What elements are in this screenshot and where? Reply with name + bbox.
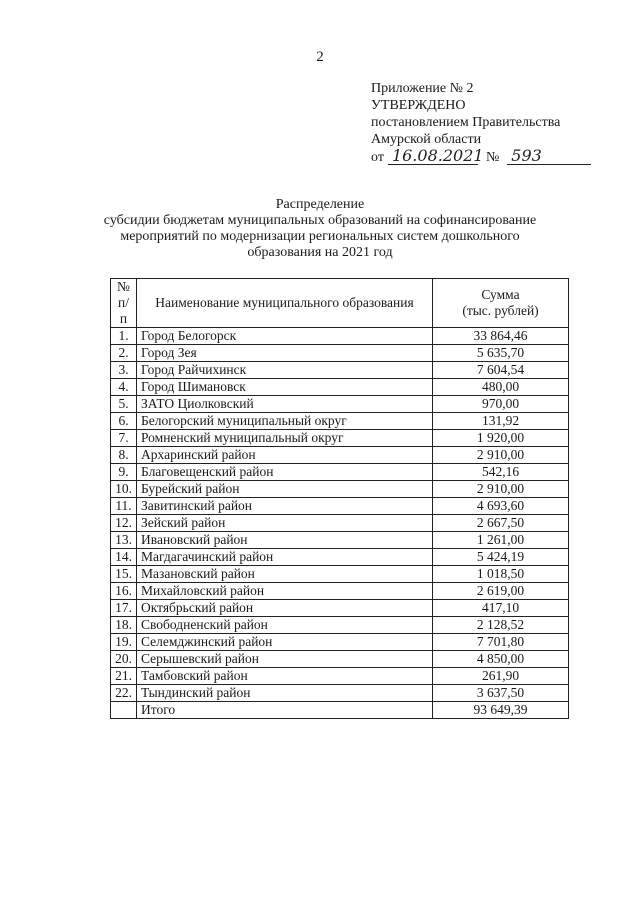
table-row (111, 464, 569, 481)
row-number: 17. (111, 600, 137, 617)
row-number: 10. (111, 481, 137, 498)
handwritten-number: 593 (507, 148, 591, 165)
table-row (111, 668, 569, 685)
row-name: Завитинский район (137, 498, 433, 515)
header-sum-unit: (тыс. рублей) (462, 303, 539, 318)
row-sum: 970,00 (433, 396, 569, 413)
row-name: Ромненский муниципальный округ (137, 430, 433, 447)
table-row (111, 430, 569, 447)
table-row (111, 362, 569, 379)
row-number: 21. (111, 668, 137, 685)
row-sum: 480,00 (433, 379, 569, 396)
row-sum: 2 667,50 (433, 515, 569, 532)
total-row (111, 702, 569, 719)
row-name: Зейский район (137, 515, 433, 532)
row-name: Селемджинский район (137, 634, 433, 651)
table-row (111, 447, 569, 464)
row-sum: 3 637,50 (433, 685, 569, 702)
page-number: 2 (316, 49, 324, 65)
row-name: Михайловский район (137, 583, 433, 600)
title-line-1: Распределение (275, 197, 365, 212)
row-number: 19. (111, 634, 137, 651)
table-row (111, 481, 569, 498)
row-number: 13. (111, 532, 137, 549)
total-sum: 93 649,39 (433, 702, 569, 719)
row-name: Серышевский район (137, 651, 433, 668)
table-row (111, 396, 569, 413)
row-number: 12. (111, 515, 137, 532)
row-sum: 4 693,60 (433, 498, 569, 515)
header-number (111, 279, 137, 328)
header-name: Наименование муниципального образования (137, 279, 433, 328)
header-sum-title: Сумма (481, 287, 520, 302)
total-label: Итого (137, 702, 433, 719)
row-sum: 33 864,46 (433, 328, 569, 345)
row-sum: 7 604,54 (433, 362, 569, 379)
resolution-label: постановлением Правительства (371, 115, 561, 130)
row-sum: 7 701,80 (433, 634, 569, 651)
row-sum: 1 920,00 (433, 430, 569, 447)
table-row (111, 617, 569, 634)
total-number-cell (111, 702, 137, 719)
approved-label: УТВЕРЖДЕНО (371, 98, 466, 113)
row-name: ЗАТО Циолковский (137, 396, 433, 413)
row-number: 4. (111, 379, 137, 396)
row-name: Магдагачинский район (137, 549, 433, 566)
row-name: Город Шимановск (137, 379, 433, 396)
resolution-date-line (371, 148, 591, 166)
number-label: № (485, 150, 500, 165)
row-number: 5. (111, 396, 137, 413)
table-header-row (111, 279, 569, 328)
row-sum: 131,92 (433, 413, 569, 430)
table-row (111, 583, 569, 600)
approval-block (371, 80, 591, 166)
title-line-3: мероприятий по модернизации региональных систем дошкольного (120, 229, 520, 244)
row-number: 15. (111, 566, 137, 583)
row-number: 3. (111, 362, 137, 379)
row-name: Октябрьский район (137, 600, 433, 617)
table-row (111, 379, 569, 396)
row-name: Мазановский район (137, 566, 433, 583)
title-line-4: образования на 2021 год (247, 245, 393, 260)
row-sum: 1 018,50 (433, 566, 569, 583)
row-name: Город Белогорск (137, 328, 433, 345)
row-number: 16. (111, 583, 137, 600)
row-number: 7. (111, 430, 137, 447)
table-row (111, 685, 569, 702)
table-row (111, 600, 569, 617)
title-line-2: субсидии бюджетам муниципальных образований на софинансирование (103, 213, 537, 228)
row-number: 1. (111, 328, 137, 345)
table-row (111, 328, 569, 345)
table-row (111, 651, 569, 668)
row-sum: 1 261,00 (433, 532, 569, 549)
row-number: 22. (111, 685, 137, 702)
row-name: Город Зея (137, 345, 433, 362)
row-number: 2. (111, 345, 137, 362)
row-sum: 542,16 (433, 464, 569, 481)
row-number: 20. (111, 651, 137, 668)
row-name: Город Райчихинск (137, 362, 433, 379)
table-row (111, 634, 569, 651)
row-name: Свободненский район (137, 617, 433, 634)
row-sum: 261,90 (433, 668, 569, 685)
row-name: Белогорский муниципальный округ (137, 413, 433, 430)
distribution-table (110, 278, 569, 719)
table-row (111, 515, 569, 532)
handwritten-date: 16.08.2021 (388, 148, 478, 165)
row-sum: 5 635,70 (433, 345, 569, 362)
table-row (111, 532, 569, 549)
row-number: 6. (111, 413, 137, 430)
row-number: 11. (111, 498, 137, 515)
row-sum: 2 619,00 (433, 583, 569, 600)
row-number: 8. (111, 447, 137, 464)
region-label: Амурской области (371, 132, 482, 147)
table-row (111, 345, 569, 362)
row-name: Архаринский район (137, 447, 433, 464)
table-body (111, 328, 569, 719)
from-label: от (371, 150, 384, 165)
row-name: Благовещенский район (137, 464, 433, 481)
row-sum: 2 910,00 (433, 481, 569, 498)
table-row (111, 549, 569, 566)
row-name: Ивановский район (137, 532, 433, 549)
header-number-symbol: № (117, 279, 130, 294)
appendix-label: Приложение № 2 (371, 81, 474, 96)
table-row (111, 413, 569, 430)
header-number-abbr: п/п (118, 295, 129, 326)
row-name: Бурейский район (137, 481, 433, 498)
table-row (111, 498, 569, 515)
row-number: 18. (111, 617, 137, 634)
header-sum (433, 279, 569, 328)
row-name: Тындинский район (137, 685, 433, 702)
row-name: Тамбовский район (137, 668, 433, 685)
row-sum: 4 850,00 (433, 651, 569, 668)
row-number: 9. (111, 464, 137, 481)
row-sum: 2 128,52 (433, 617, 569, 634)
document-title (100, 197, 540, 261)
row-sum: 5 424,19 (433, 549, 569, 566)
row-number: 14. (111, 549, 137, 566)
row-sum: 417,10 (433, 600, 569, 617)
row-sum: 2 910,00 (433, 447, 569, 464)
table-row (111, 566, 569, 583)
